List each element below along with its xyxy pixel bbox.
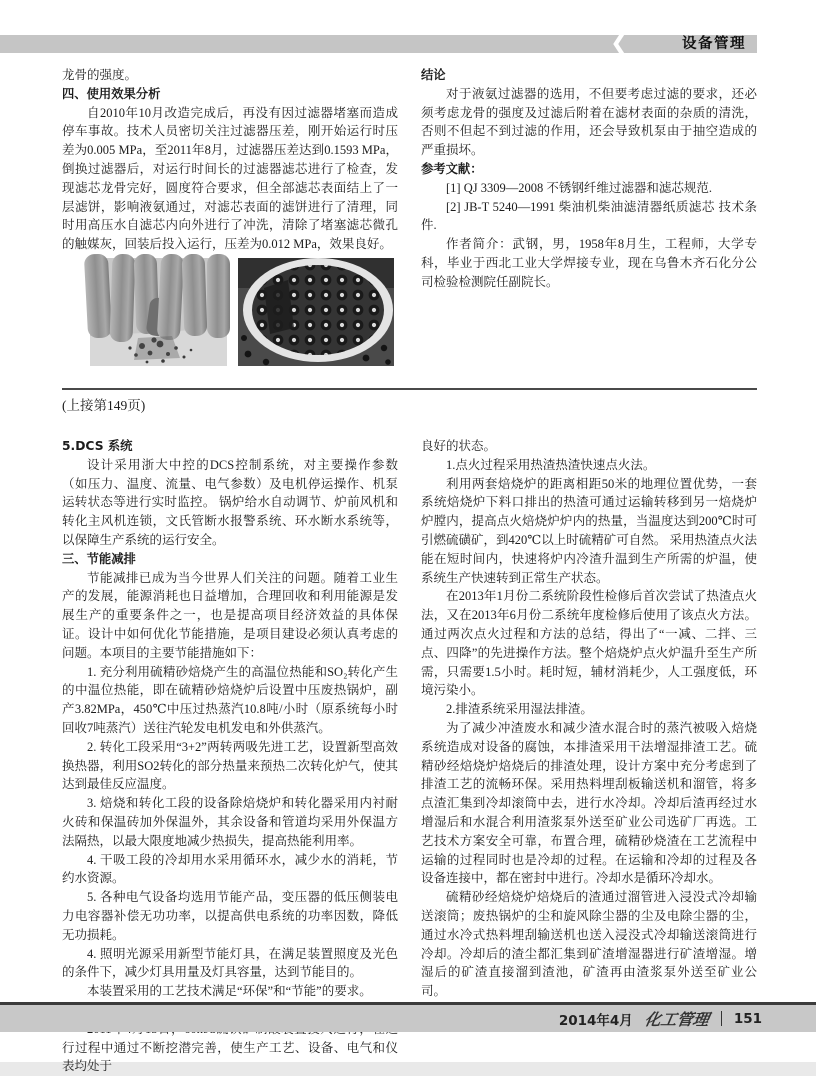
paragraph: 作者简介：武钢，男，1958年8月生，工程师，大学专科，毕业于西北工业大学焊接专业，现在乌鲁木齐石化分公司检验检测院任副院长。	[421, 237, 757, 289]
footer-bar	[0, 1005, 816, 1032]
paragraph: 5.DCS 系统	[62, 439, 133, 453]
paragraph: 1. 充分利用硫精砂焙烧产生的高温位热能和SO₂转化产生的中温位热能，即在硫精砂焙烧炉后设置中压废热锅炉，副产3.82MPa，450℃中压过热蒸汽10.8吨/小时（原系统每小时回收7吨蒸汽）送往汽轮发电机发电和外供蒸汽。	[62, 664, 398, 735]
journal-logo: 化工管理	[642, 1012, 710, 1029]
figure-row	[90, 258, 394, 366]
paragraph: 2. 转化工段采用“3+2”两转两吸先进工艺，设置新型高效换热器，利用SO2转化的部分热量来预热二次转化炉气，使其达到最佳反应温度。	[62, 739, 398, 792]
paragraph: 行过程中通过不断挖潜完善，使生产工艺、设备、电气和仪表均处于	[62, 1040, 398, 1074]
paragraph: 对于液氨过滤器的选用，不但要考虑过滤的要求，还必须考虑龙骨的强度及过滤后附着在滤材表面的杂质的清洗，否则不但起不到过滤的作用，还会导致机泵由于抽空造成的严重损坏。	[421, 86, 757, 158]
section-label: 设备管理	[682, 36, 746, 52]
paragraph: 设计采用浙大中控的DCS控制系统，对主要操作参数（如压力、温度、流量、电气参数）及电机停运操作、机泵运转状态等进行实时监控。 锅炉给水自动调节、炉前风机和转化主风机连锁，文氏管断水报警系统、环水断水系统等，以保障生产系统的运行安全。	[62, 457, 398, 547]
paragraph: 结论	[421, 68, 446, 82]
paragraph: 3. 焙烧和转化工段的设备除焙烧炉和转化器采用内衬耐火砖和保温砖加外保温外，其余设备和管道均采用外保温方法隔热，以最大限度地减少热损失，提高热能利用率。	[62, 796, 398, 848]
paragraph: [1] QJ 3309—2008 不锈钢纤维过滤器和滤芯规范.	[446, 180, 712, 195]
continuation-note: (上接第149页)	[62, 398, 146, 413]
header-bar	[0, 30, 757, 56]
paragraph: 4. 照明光源采用新型节能灯具，在满足装置照度及光色的条件下，减少灯具用量及灯具容量，达到节能目的。	[62, 946, 398, 980]
paragraph: 良好的状态。	[421, 439, 497, 453]
bottom-left-column	[62, 437, 398, 1074]
tube-sheet-photo	[238, 258, 394, 366]
paragraph: 参考文献：	[421, 161, 483, 176]
paragraph: 5. 各种电气设备均选用节能产品，变压器的低压侧装电力电容器补偿无功功率，以提高供电系统的功率因数，降低无功损耗。	[62, 890, 398, 942]
paragraph: 利用两套焙烧炉的距离相距50米的地理位置优势，一套系统焙烧炉下料口排出的热渣可通过运输转移到另一焙烧炉炉膛内，提高点火焙烧炉炉内的热量，当温度达到200℃时可引燃硫磺矿，到420℃以上时硫精矿可自然。 采用热渣点火法能在短时间内，快速将炉内冷渣升温到生产所需的炉温，使系统生产快速转到正常生产状态。	[421, 476, 757, 585]
paragraph: 4. 干吸工段的冷却用水采用循环水，减少水的消耗，节约水资源。	[62, 852, 398, 886]
paragraph: 硫精砂经焙烧炉焙烧后的渣通过溜管进入浸没式冷却输送滚筒；废热锅炉的尘和旋风除尘器的尘及电除尘器的尘，通过水冷式热料埋刮输送机也送入浸没式冷却输送滚筒进行冷却。冷却后的渣尘都汇集到矿渣增湿器进行矿渣增湿。增湿后的矿渣直接溜到渣池，矿渣再由渣浆泵外送至矿业公司。	[421, 890, 757, 999]
paragraph: 为了减少冲渣废水和减少渣水混合时的蒸汽被吸入焙烧系统造成对设备的腐蚀，本排渣采用干法增湿排渣工艺。硫精砂经焙烧炉焙烧后的排渣处理，设计方案中充分考虑到了排渣工艺的流畅环保。采用热料埋刮板输送机和溜管，将多点渣汇集到冷却滚筒中去，进行水冷却。冷却后渣再经过水增湿后和水混合利用渣浆泵外送至矿业公司选矿厂再选。工艺技术方案安全可靠，布置合理，硫精砂烧渣在工艺流程中运输的过程同时也是冷却的过程。在运输和冷却的过程及各设备连接中，都在密封中进行。冷却水是循环冷却水。	[421, 720, 757, 886]
footer-date: 2014年4月	[558, 1012, 633, 1029]
paragraph: 在2013年1月份二系统阶段性检修后首次尝试了热渣点火法，又在2013年6月份二系统年度检修后使用了该点火方法。通过两次点火过程和方法的总结，得出了“一减、二拌、三点、四降”的先进操作方法。整个焙烧炉点火炉温升至生产所需，只需要1.5小时。耗时短，辅材消耗少，人工强度低，环境污染小。	[421, 589, 757, 698]
paragraph: [2] JB-T 5240—1991 柴油机柴油滤清器纸质滤芯 技术条件.	[421, 199, 757, 233]
filter-elements-photo	[90, 258, 227, 366]
paragraph: 四、使用效果分析	[62, 86, 161, 101]
paragraph: 2.排渣系统采用湿法排渣。	[446, 702, 593, 717]
top-left-column	[62, 66, 398, 258]
paragraph: 自2010年10月改造完成后，再没有因过滤器堵塞而造成停车事故。技术人员密切关注过滤器压差，刚开始运行时压差为0.005 MPa，至2011年8月，过滤器压差达到0.1593 MPa，倒换过滤器后，对运行时间长的过滤器滤芯进行了检查，发现滤芯龙骨完好，圆度符合要求，但全部滤芯表面结上了一层滤饼，影响液氨通过，对滤芯表面的滤饼进行了清理，同时用高压水自滤芯内向外进行了冲洗，清除了堵塞滤芯微孔的触媒灰，回装后投入运行，压差为0.012 MPa，效果良好。	[62, 105, 398, 252]
chevron-left-icon: ❮	[610, 30, 630, 56]
footer-separator	[721, 1011, 722, 1026]
paragraph: 龙骨的强度。	[62, 68, 138, 82]
top-right-column	[421, 66, 757, 366]
paragraph: 三、节能减排	[62, 551, 136, 566]
paragraph: 节能减排已成为当今世界人们关注的问题。随着工业生产的发展，能源消耗也日益增加，合理回收和利用能源是发展生产的重要条件之一，也是提高项目经济效益的具体保证。设计中如何优化节能措施，是项目建设必须认真考虑的问题。本项目的主要节能措施如下：	[62, 570, 398, 660]
paragraph: 本装置采用的工艺技术满足“环保”和“节能”的要求。	[87, 984, 372, 999]
section-divider	[62, 388, 757, 390]
page-number: 151	[733, 1010, 762, 1027]
paragraph: 1.点火过程采用热渣热渣快速点火法。	[446, 457, 656, 472]
bottom-right-column	[421, 437, 757, 1002]
